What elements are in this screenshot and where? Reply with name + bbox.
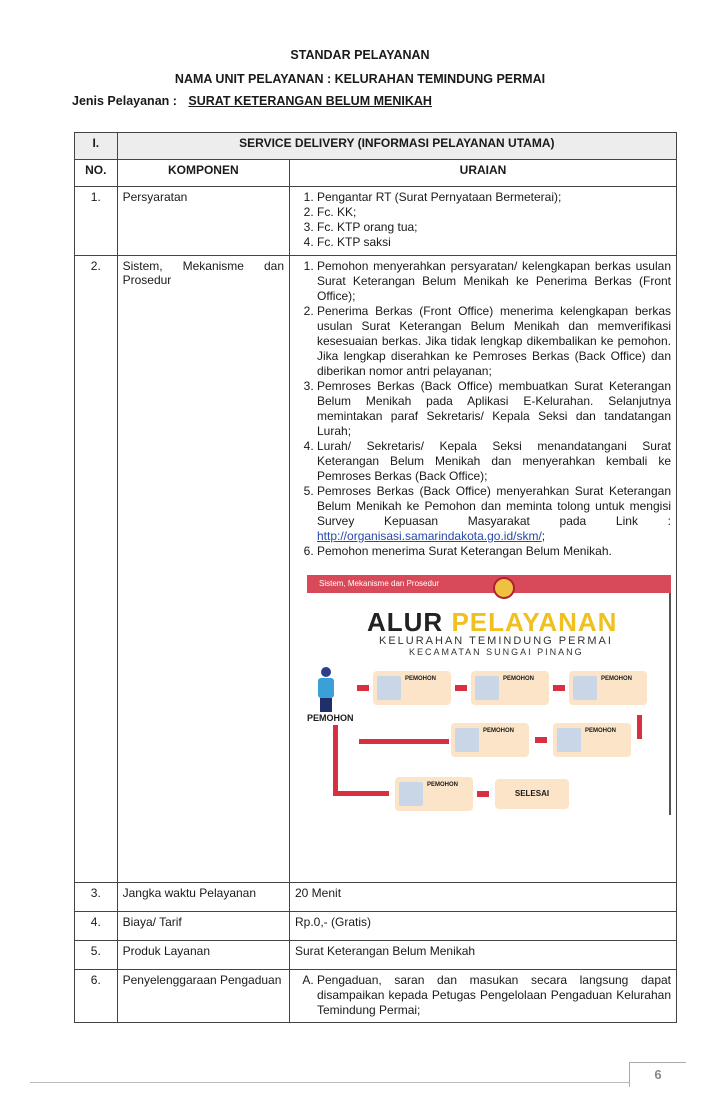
standard-table xyxy=(74,132,677,1023)
flow-title-a: ALUR xyxy=(367,607,452,637)
flow-step-title: PEMOHON xyxy=(427,782,459,788)
flow-step-title: PEMOHON xyxy=(483,728,515,734)
footer-line xyxy=(30,1082,630,1083)
row-no: 4. xyxy=(75,912,118,941)
flow-subtitle-kelurahan: KELURAHAN TEMINDUNG PERMAI xyxy=(379,635,613,647)
row-uraian xyxy=(290,256,677,883)
desk-icon xyxy=(573,676,597,700)
section-no: I. xyxy=(75,133,118,160)
list-item: A. Pengaduan, saran dan masukan secara langsung dapat disampaikan kepada Petugas Pengelolaan Pengaduan Kelurahan Temindung Permai; xyxy=(317,973,671,1018)
complaint-list xyxy=(295,973,671,1018)
flow-path xyxy=(637,715,642,739)
service-flow-graphic xyxy=(299,575,671,815)
section-header-row xyxy=(75,133,677,160)
flow-path xyxy=(333,725,338,795)
arrow-right-icon xyxy=(553,685,565,691)
service-type xyxy=(72,94,432,108)
flow-subtitle-kecamatan: KECAMATAN SUNGAI PINANG xyxy=(409,647,584,657)
row-no: 2. xyxy=(75,256,118,883)
col-komponen-header: KOMPONEN xyxy=(117,160,289,187)
arrow-left-icon xyxy=(535,737,547,743)
page-number: 6 xyxy=(629,1062,686,1087)
row-no: 6. xyxy=(75,970,118,1023)
desk-icon xyxy=(377,676,401,700)
flow-step-card xyxy=(569,671,647,705)
desk-icon xyxy=(475,676,499,700)
flow-step-card xyxy=(451,723,529,757)
flow-title xyxy=(367,607,617,638)
survey-link[interactable]: http://organisasi.samarindakota.go.id/skm/ xyxy=(317,529,542,543)
list-item: 4. Fc. KTP saksi xyxy=(317,235,671,250)
flow-header-bar: Sistem, Mekanisme dan Prosedur xyxy=(307,575,671,593)
list-item xyxy=(317,484,671,544)
row-uraian: 20 Menit xyxy=(290,883,677,912)
row-komponen: Persyaratan xyxy=(117,187,289,256)
flow-step-title: PEMOHON xyxy=(585,728,617,734)
arrow-right-icon xyxy=(477,791,489,797)
table-row xyxy=(75,256,677,883)
row-komponen: Biaya/ Tarif xyxy=(117,912,289,941)
document-icon xyxy=(455,728,479,752)
list-item: 1. Pengantar RT (Surat Pernyataan Bermeterai); xyxy=(317,190,671,205)
handover-icon xyxy=(399,782,423,806)
person-icon xyxy=(315,667,337,712)
table-row xyxy=(75,912,677,941)
list-item: 3. Fc. KTP orang tua; xyxy=(317,220,671,235)
table-row xyxy=(75,187,677,256)
row-komponen: Jangka waktu Pelayanan xyxy=(117,883,289,912)
col-no-header: NO. xyxy=(75,160,118,187)
doc-unit-name: NAMA UNIT PELAYANAN : KELURAHAN TEMINDUNG PERMAI xyxy=(174,72,546,86)
list-item: 2. Fc. KK; xyxy=(317,205,671,220)
arrow-right-icon xyxy=(357,685,369,691)
table-row xyxy=(75,970,677,1023)
flow-person-label: PEMOHON xyxy=(307,713,354,723)
row-komponen: Produk Layanan xyxy=(117,941,289,970)
row-uraian xyxy=(290,187,677,256)
service-type-label: Jenis Pelayanan : xyxy=(72,94,177,108)
row-no: 3. xyxy=(75,883,118,912)
column-header-row xyxy=(75,160,677,187)
emblem-icon xyxy=(493,577,515,599)
list-item: 3. Pemroses Berkas (Back Office) membuatkan Surat Keterangan Belum Menikah pada Aplikasi E-Kelurahan. Selanjutnya memintakan paraf Sekretaris/ Kepala Seksi dan tandatangan Lurah; xyxy=(317,379,671,439)
doc-title: STANDAR PELAYANAN xyxy=(290,48,430,62)
list-item: 1. Pemohon menyerahkan persyaratan/ kelengkapan berkas usulan Surat Keterangan Belum Menikah ke Penerima Berkas (Front Office); xyxy=(317,259,671,304)
flow-step-title: PEMOHON xyxy=(601,676,633,682)
flow-frame xyxy=(669,593,671,815)
flow-step-title: PEMOHON xyxy=(503,676,535,682)
row-uraian: Surat Keterangan Belum Menikah xyxy=(290,941,677,970)
flow-step-card xyxy=(553,723,631,757)
flow-done-card: SELESAI xyxy=(495,779,569,809)
list-item: 2. Penerima Berkas (Front Office) menerima kelengkapan berkas usulan Surat Keterangan Belum Menikah dan memverifikasi kesesuaian berkas. Jika tidak lengkap dikembalikan ke pemohon. Jika lengkap diserahkan ke Pemroses Berkas (Back Office) dan diberikan nomor antri pelayanan; xyxy=(317,304,671,379)
link-suffix: ; xyxy=(541,529,546,543)
arrow-right-icon xyxy=(455,685,467,691)
requirements-list xyxy=(295,190,671,250)
table-row xyxy=(75,883,677,912)
flow-step-title: PEMOHON xyxy=(405,676,437,682)
row-komponen: Sistem, Mekanisme dan Prosedur xyxy=(117,256,289,883)
list-item: 6. Pemohon menerima Surat Keterangan Belum Menikah. xyxy=(317,544,671,559)
col-uraian-header: URAIAN xyxy=(290,160,677,187)
flow-path xyxy=(359,739,449,744)
flow-step-card xyxy=(373,671,451,705)
list-item: 4. Lurah/ Sekretaris/ Kepala Seksi menandatangani Surat Keterangan Belum Menikah dan menyerahkan kembali ke Pemroses Berkas (Back Office); xyxy=(317,439,671,484)
list-item-text: Pemroses Berkas (Back Office) menyerahkan Surat Keterangan Belum Menikah ke Pemohon dan meminta tolong untuk mengisi Survey Kepuasan Masyarakat pada Link : xyxy=(317,484,671,528)
table-row xyxy=(75,941,677,970)
row-komponen: Penyelenggaraan Pengaduan xyxy=(117,970,289,1023)
person-desk-icon xyxy=(557,728,581,752)
procedure-list xyxy=(295,259,671,559)
service-type-value: SURAT KETERANGAN BELUM MENIKAH xyxy=(188,94,432,108)
row-uraian xyxy=(290,970,677,1023)
row-uraian: Rp.0,- (Gratis) xyxy=(290,912,677,941)
section-title: SERVICE DELIVERY (INFORMASI PELAYANAN UTAMA) xyxy=(117,133,676,160)
row-no: 1. xyxy=(75,187,118,256)
flow-path xyxy=(333,791,389,796)
flow-title-b: PELAYANAN xyxy=(451,607,618,637)
flow-step-card xyxy=(471,671,549,705)
flow-step-card xyxy=(395,777,473,811)
row-no: 5. xyxy=(75,941,118,970)
